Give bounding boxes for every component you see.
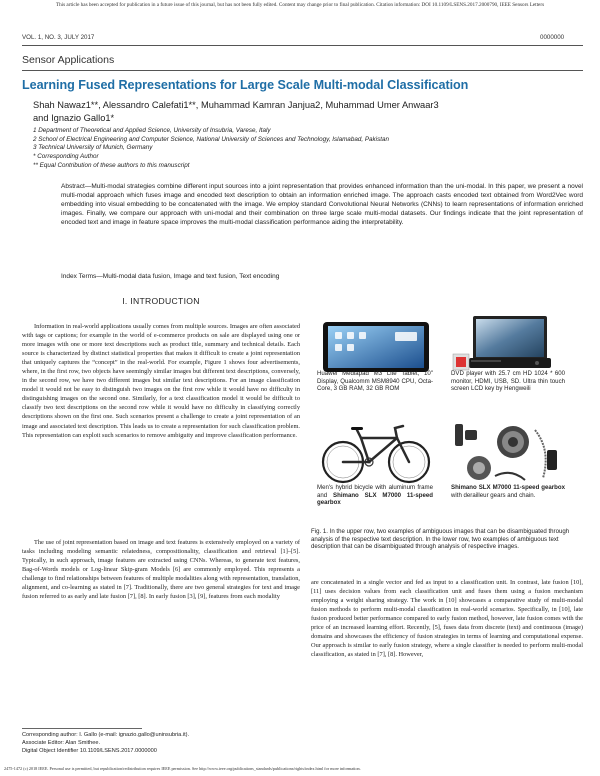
publication-notice: This article has been accepted for publication in a future issue of this journal, but has not been fully edited. Content may change prior to final publication. Citation information: DOI 10.1109/LSENS.2017.2000790, IEEE Sensors Letters (55, 2, 545, 8)
affiliation-2: 2 School of Electrical Engineering and Computer Science, National University of Sciences and Technology, Islamabad, Pakistan (33, 135, 389, 143)
volume-header: VOL. 1, NO. 3, JULY 2017 (22, 34, 95, 41)
header-rule (22, 45, 583, 46)
gearbox-caption-bold: Shimano SLX M7000 11-speed gearbox (451, 484, 565, 491)
gearbox-caption (451, 484, 565, 499)
intro-paragraph-3-text: are concatenated in a single vector and fed as input to a classification unit. In contrast, late fusion [10], [11] uses decision values from each classification unit and fuses them using a fusion mechanism employing a weight sharing strategy. The work in [10] showcases a comparative study of multi-modal fusion methods to perform multi-modal classification in real-world scenarios. Specifically, in [10], late fusion produced better performance compared to early fusion method, however, late fusion comes with the price of an increased learning effort. Recently, [5], fuses data from discrete (text) and continuous (image) domains and showcases the efficiency of fusion strategies in terms of learning and computational expense. Our approach is similar to early fusion strategy, where a single classifier is needed to perform multi-modal classification, as stated in [7], [8]. However, (311, 579, 583, 659)
intro-paragraph-2-text: The use of joint representation based on image and text features is extensively employed on a variety of tasks including modeling semantic relatedness, compositionality, classification and retrieval [1]–[5]. Typically, in such approach, image features are extracted using CNNs. Whereas, to generate text features, Bag-of-Words models or Log-linear Skip-gram Models [6] are commonly employed. This represents a challenge to find relationships between features of multiple modalities along with representation, translation, alignment, and co-learning as stated in [7]. Traditionally, there are two general strategies for text and image fusion referred to as early and late fusion [7], [8]. In early fusion [3], [9], features from each modality (22, 539, 300, 601)
authors-line-1: Shah Nawaz1**, Alessandro Calefati1**, Muhammad Kamran Janjua2, Muhammad Umer Anwaar3 (33, 100, 439, 110)
tablet-image (317, 318, 435, 376)
dvd-player-image (451, 314, 569, 376)
figure-1 (311, 312, 583, 522)
gearbox-caption-text: with derailleur gears and chain. (451, 491, 536, 499)
footnote-rule (22, 728, 142, 729)
equal-contribution-note: ** Equal Contribution of these authors to this manuscript (33, 161, 190, 169)
intro-paragraph-1 (22, 322, 300, 440)
paper-title: Learning Fused Representations for Large Scale Multi-modal Classification (22, 78, 469, 92)
dvd-caption: DVD player with 25.7 cm HD 1024 * 600 monitor, HDMI, USB, SD. Ultra thin touch screen LCD key by Hengweili (451, 370, 565, 393)
abstract: Abstract—Multi-modal strategies combine different input sources into a joint representation that provides enhanced information than the uni-modal. In this paper, we present a novel multi-modal approach which fuses image and encoded text description to obtain an information enriched image. The approach casts encoded text obtained from Word2Vec word embedding into visual embedding to be concatenated with the image. We employ standard Convolutional Neural Networks (CNNs) to learn representations of information enriched images. Finally, we compare our approach with uni-modal and their combination on three large scale multi-modal datasets. Our findings indicate that the joint representation of encoded text and image in feature space improves the multi-modal classification performance aiding the interpretability. (61, 183, 583, 226)
affiliations (33, 127, 583, 171)
bicycle-caption-gearbox: Shimano SLX M7000 11-speed gearbox (317, 491, 433, 507)
bicycle-caption (317, 484, 433, 507)
author-list (33, 99, 583, 124)
affiliation-1: 1 Department of Theoretical and Applied Science, University of Insubria, Varese, Italy (33, 127, 271, 134)
section-heading-introduction: I. INTRODUCTION (122, 296, 200, 306)
bicycle-image (317, 420, 435, 486)
corresponding-note: * Corresponding Author (33, 153, 99, 161)
intro-paragraph-3 (311, 578, 583, 659)
intro-paragraph-2 (22, 538, 300, 601)
intro-paragraph-1-text: Information in real-world applications usually comes from multiple sources. Images are often associated with tags or captions; for example in the world of e-commerce products on sale are displayed using one or more images with one or more text descriptions such as product title, summary and technical details. Each source is characterized by distinct statistical properties that makes it difficult to create a joint representation that uniquely captures the “concept” in the real-world. For example, Figure 1 shows four advertisements, where, in the first row, two objects have seemingly similar images but different text descriptions, conversely, in the second row, we have two different images but similar text descriptions. For an image classification model it would not be easy to distinguish two images on the first row while it would have no difficulty in distinguishing images on the second one. Similarly, for a text classification model it would be difficult to classify two text descriptions on the second row while it would have no difficulty in classifying correctly descriptions shown on the first one. Such scenarios present a challenge to create a joint representation of an image and associated text description. This leads us to create a representation for such classification problem. This representation can exploit such scenarios to remove ambiguity and improve classification performance. (22, 323, 300, 439)
tablet-caption: Huawei Mediapad M3 Lite Tablet, 10" Display, Qualcomm MSM8940 CPU, Octa-Core, 3 GB RAM, 32 GB ROM (317, 370, 433, 393)
doi-footnote: Digital Object Identifier 10.1109/LSENS.2017.0000000 (22, 748, 157, 754)
issue-number: 0000000 (540, 34, 565, 41)
figure-1-caption: Fig. 1. In the upper row, two examples of ambiguous images that can be disambiguated through analysis of the respective text description. In the lower row, two examples of ambiguous text description that can be disambiguated through analysis of respective images. (311, 528, 570, 551)
gearbox-parts-image (451, 420, 569, 486)
journal-rule (22, 70, 583, 71)
index-terms: Index Terms—Multi-modal data fusion, Image and text fusion, Text encoding (61, 273, 280, 280)
associate-editor-footnote: Associate Editor: Alan Smithee. (22, 740, 101, 746)
bicycle-caption-text: Men's hybrid bicycle with aluminum frame and (317, 484, 433, 499)
footnotes (22, 731, 300, 755)
authors-line-2: and Ignazio Gallo1* (33, 112, 115, 123)
copyright-line: 2475-1472 (c) 2018 IEEE. Personal use is permitted, but republication/redistribution requires IEEE permission. See http://www.ieee.org/publications_standards/publications/rights/index.html for more information. (4, 766, 361, 771)
affiliation-3: 3 Technical University of Munich, Germany (33, 144, 153, 152)
journal-section: Sensor Applications (22, 54, 115, 66)
corresponding-author-footnote: Corresponding author: I. Gallo (e-mail: ignazio.gallo@uninsubria.it). (22, 732, 190, 738)
